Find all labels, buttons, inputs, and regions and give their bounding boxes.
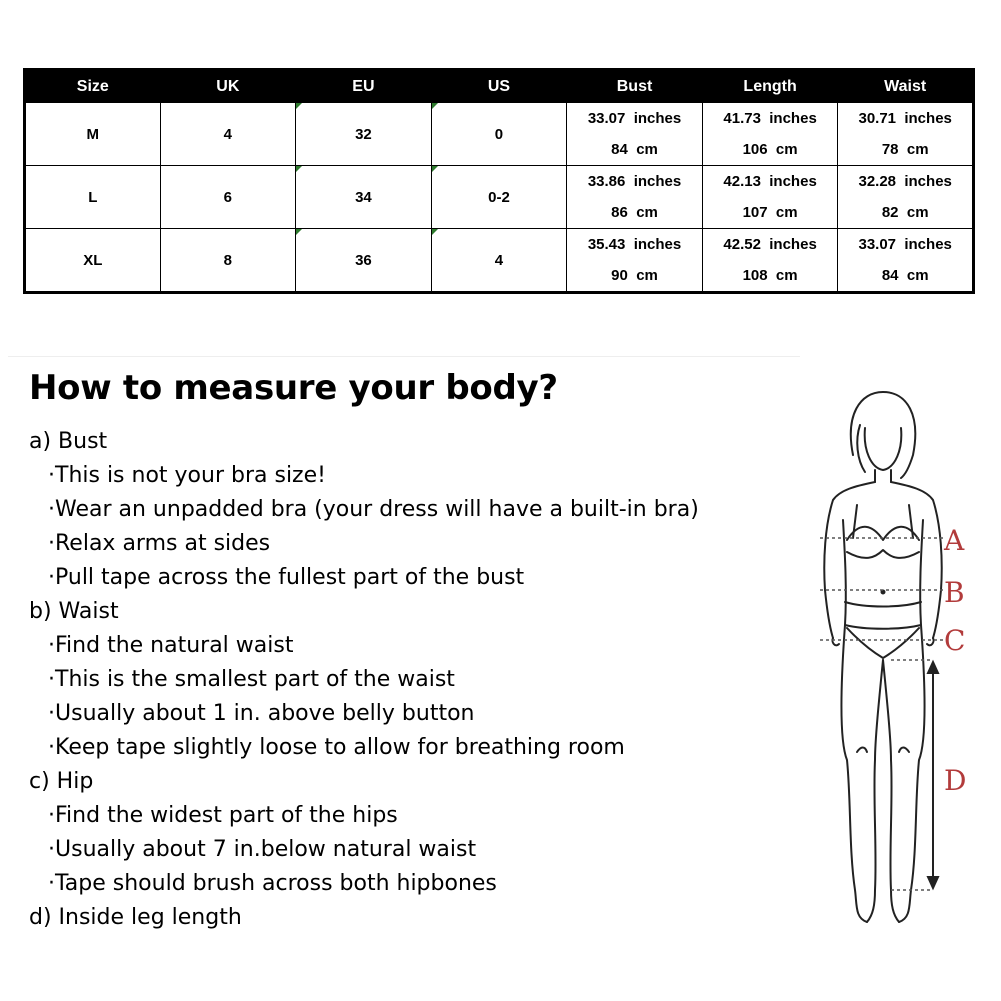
column-header-waist: Waist — [838, 70, 974, 103]
guide-title: How to measure your body? — [29, 368, 558, 408]
instruction-item: · Keep tape slightly loose to allow for breathing room — [29, 733, 769, 767]
length-inches: 42.13 inches — [723, 173, 817, 190]
cell-size: M — [25, 103, 161, 166]
cell-us: 0-2 — [431, 166, 567, 229]
instruction-item: · Usually about 7 in.below natural waist — [29, 835, 769, 869]
length-cm: 107 cm — [742, 204, 798, 221]
table-row — [25, 166, 974, 229]
waist-inches: 32.28 inches — [858, 173, 952, 190]
cell-bust — [567, 166, 703, 229]
section-heading-bust: a) Bust — [29, 429, 108, 454]
cell-size: L — [25, 166, 161, 229]
cell-uk: 4 — [160, 103, 296, 166]
length-cm: 106 cm — [742, 141, 798, 158]
bust-cm: 84 cm — [611, 141, 658, 158]
section-heading-inside-leg: d) Inside leg length — [29, 905, 242, 930]
table-row — [25, 103, 974, 166]
inside-leg-arrow — [928, 662, 938, 888]
instruction-item: · This is the smallest part of the waist — [29, 665, 769, 699]
cell-length — [702, 103, 838, 166]
column-header-length: Length — [702, 70, 838, 103]
cell-eu: 32 — [296, 103, 432, 166]
section-divider — [8, 356, 800, 357]
cell-length — [702, 166, 838, 229]
cell-us: 0 — [431, 103, 567, 166]
measurement-instructions — [29, 427, 769, 937]
waist-cm: 82 cm — [881, 204, 929, 221]
cell-waist — [838, 229, 974, 293]
section-heading-hip: c) Hip — [29, 769, 94, 794]
column-header-uk: UK — [160, 70, 296, 103]
column-header-bust: Bust — [567, 70, 703, 103]
instruction-item: · This is not your bra size! — [29, 461, 769, 495]
instruction-item: · Relax arms at sides — [29, 529, 769, 563]
column-header-eu: EU — [296, 70, 432, 103]
bust-inches: 33.07 inches — [587, 110, 682, 127]
bust-inches: 35.43 inches — [587, 236, 682, 253]
size-chart-table — [23, 68, 975, 294]
instruction-item: · Pull tape across the fullest part of the bust — [29, 563, 769, 597]
instruction-item: · Find the widest part of the hips — [29, 801, 769, 835]
length-cm: 108 cm — [742, 267, 798, 284]
cell-uk: 6 — [160, 166, 296, 229]
waist-cm: 78 cm — [881, 141, 929, 158]
length-inches: 42.52 inches — [723, 236, 817, 253]
label-c: C — [944, 624, 966, 657]
instruction-item: · Find the natural waist — [29, 631, 769, 665]
cell-bust — [567, 229, 703, 293]
column-header-size: Size — [25, 70, 161, 103]
cell-uk: 8 — [160, 229, 296, 293]
label-a: A — [944, 524, 965, 557]
bust-cm: 86 cm — [611, 204, 658, 221]
instruction-item: · Wear an unpadded bra (your dress will have a built-in bra) — [29, 495, 769, 529]
cell-waist — [838, 103, 974, 166]
cell-eu: 34 — [296, 166, 432, 229]
instruction-item: · Tape should brush across both hipbones — [29, 869, 769, 903]
table-header-row — [25, 70, 974, 103]
label-d: D — [944, 764, 967, 797]
instruction-item: · Usually about 1 in. above belly button — [29, 699, 769, 733]
section-heading-waist: b) Waist — [29, 599, 119, 624]
table-row — [25, 229, 974, 293]
column-header-us: US — [431, 70, 567, 103]
cell-eu: 36 — [296, 229, 432, 293]
waist-inches: 30.71 inches — [858, 110, 952, 127]
bust-cm: 90 cm — [611, 267, 658, 284]
cell-length — [702, 229, 838, 293]
cell-size: XL — [25, 229, 161, 293]
waist-inches: 33.07 inches — [858, 236, 952, 253]
cell-us: 4 — [431, 229, 567, 293]
bust-inches: 33.86 inches — [587, 173, 682, 190]
body-outline — [824, 392, 941, 922]
label-b: B — [944, 576, 965, 609]
cell-bust — [567, 103, 703, 166]
cell-waist — [838, 166, 974, 229]
body-measurement-figure — [805, 380, 995, 940]
waist-cm: 84 cm — [881, 267, 929, 284]
length-inches: 41.73 inches — [723, 110, 817, 127]
